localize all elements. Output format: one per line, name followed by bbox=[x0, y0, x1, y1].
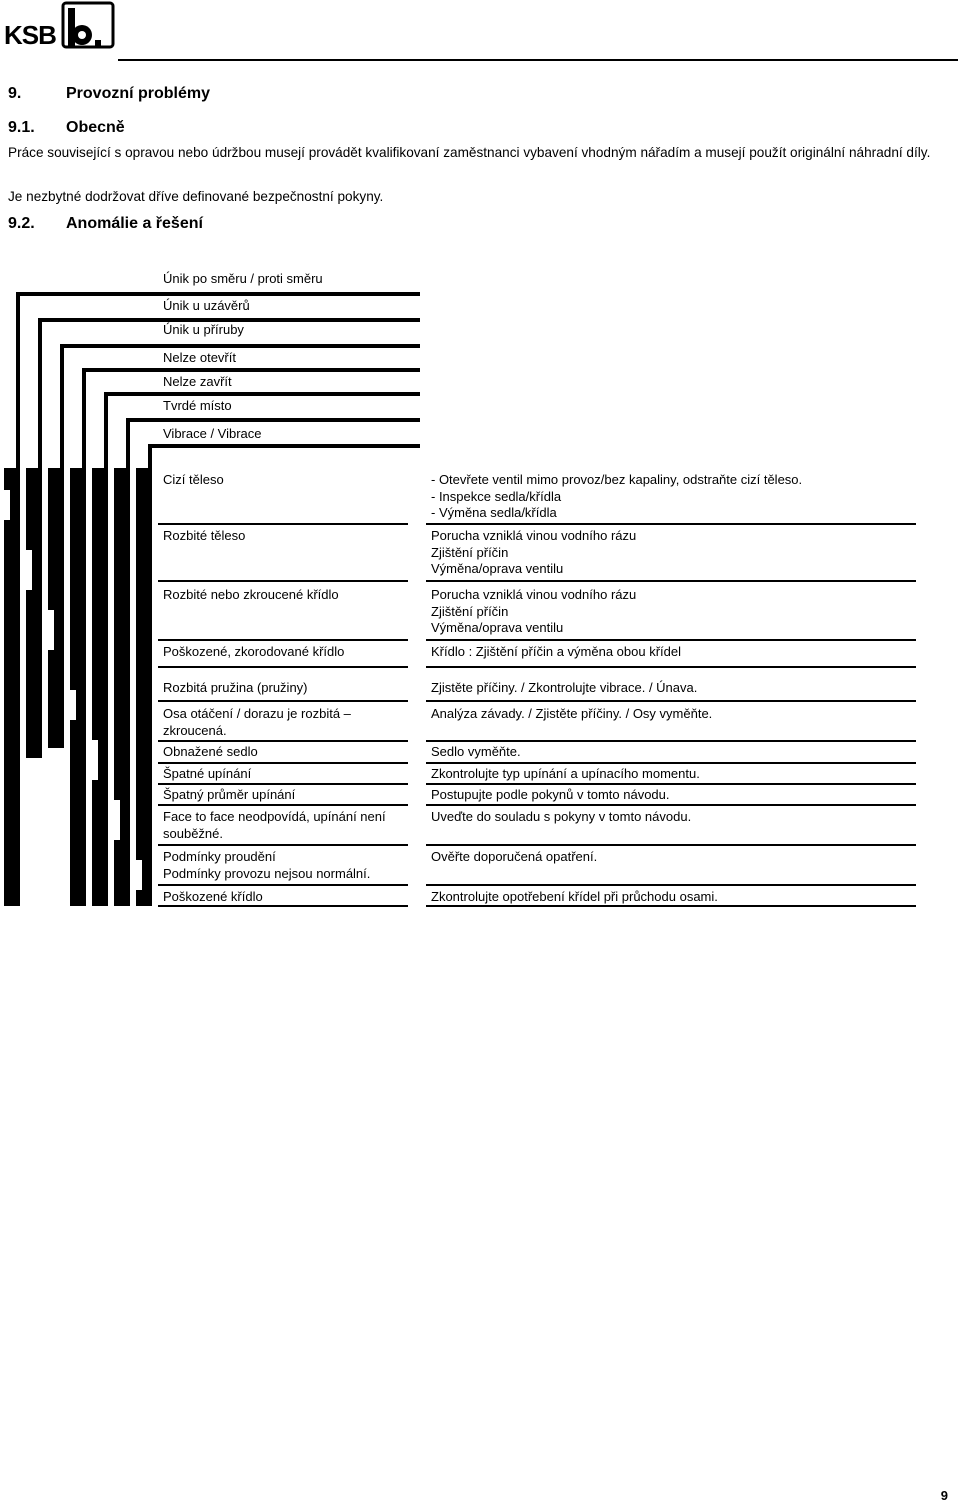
row-divider bbox=[158, 884, 408, 886]
row-divider bbox=[158, 905, 408, 907]
matrix-marker bbox=[92, 740, 98, 780]
remedy-cell: Zkontrolujte typ upínání a upínacího momentu. bbox=[431, 766, 700, 781]
header-line bbox=[60, 344, 64, 468]
cause-cell: Podmínky proudění Podmínky provozu nejsou normální. bbox=[163, 849, 371, 881]
matrix-marker bbox=[114, 800, 120, 840]
matrix-marker bbox=[136, 860, 142, 890]
problem-label-vibration: Vibrace / Vibrace bbox=[163, 426, 262, 441]
remedy-cell: Porucha vzniklá vinou vodního rázu Zjištění příčin Výměna/oprava ventilu bbox=[431, 587, 637, 635]
problem-label-cannot-open: Nelze otevřít bbox=[163, 350, 236, 365]
row-divider bbox=[158, 783, 408, 785]
remedy-cell: Porucha vzniklá vinou vodního rázu Zjištění příčin Výměna/oprava ventilu bbox=[431, 528, 637, 576]
row-divider bbox=[158, 580, 408, 582]
paragraph-qualified-staff: Práce související s opravou nebo údržbou musejí provádět kvalifikovaní zaměstnanci vybavení vhodným nářadím a musejí použít originální náhradní díly. bbox=[8, 145, 931, 160]
header-line bbox=[60, 344, 420, 348]
section-heading-9-2: 9.2. Anomálie a řešení bbox=[8, 215, 203, 232]
remedy-cell: Uveďte do souladu s pokyny v tomto návodu. bbox=[431, 809, 692, 824]
remedy-cell: - Otevřete ventil mimo provoz/bez kapaliny, odstraňte cizí těleso. - Inspekce sedla/křídla - Výměna sedla/křídla bbox=[431, 472, 803, 520]
matrix-marker bbox=[70, 690, 76, 720]
cause-cell: Špatné upínání bbox=[163, 766, 252, 781]
problem-label-leak-flange: Únik u příruby bbox=[163, 322, 244, 337]
remedy-cell: Postupujte podle pokynů v tomto návodu. bbox=[431, 787, 670, 802]
header-line bbox=[38, 318, 420, 322]
matrix-column bbox=[92, 468, 108, 906]
problem-label-hard-spot: Tvrdé místo bbox=[163, 398, 232, 413]
row-divider bbox=[158, 523, 408, 525]
cause-cell: Osa otáčení / dorazu je rozbitá – zkroucená. bbox=[163, 706, 351, 738]
header-line bbox=[126, 418, 420, 422]
problem-label-cannot-close: Nelze zavřít bbox=[163, 374, 232, 389]
row-divider bbox=[426, 700, 916, 702]
cause-cell: Cizí těleso bbox=[163, 472, 224, 487]
row-divider bbox=[158, 639, 408, 641]
matrix-marker bbox=[26, 550, 32, 590]
header-line bbox=[82, 368, 86, 468]
section-heading-9-1: 9.1. Obecně bbox=[8, 119, 125, 136]
header-line bbox=[16, 292, 420, 296]
remedy-cell: Zkontrolujte opotřebení křídel při průchodu osami. bbox=[431, 889, 718, 904]
row-divider bbox=[426, 580, 916, 582]
header-line bbox=[82, 368, 420, 372]
row-divider bbox=[426, 783, 916, 785]
cause-cell: Špatný průměr upínání bbox=[163, 787, 296, 802]
remedy-cell: Analýza závady. / Zjistěte příčiny. / Osy vyměňte. bbox=[431, 706, 713, 721]
matrix-marker bbox=[48, 610, 54, 650]
section-heading-9: 9. Provozní problémy bbox=[8, 85, 211, 102]
row-divider bbox=[158, 666, 408, 668]
row-divider bbox=[426, 639, 916, 641]
row-divider bbox=[426, 666, 916, 668]
remedy-cell: Zjistěte příčiny. / Zkontrolujte vibrace. / Únava. bbox=[431, 680, 698, 695]
page-number: 9 bbox=[940, 1488, 948, 1503]
ksb-logo-text: KSB bbox=[4, 20, 56, 50]
cause-cell: Rozbité nebo zkroucené křídlo bbox=[163, 587, 339, 602]
matrix-marker bbox=[4, 490, 10, 520]
remedy-cell: Křídlo : Zjištění příčin a výměna obou křídel bbox=[431, 644, 682, 659]
header-line bbox=[104, 392, 108, 468]
row-divider bbox=[426, 905, 916, 907]
row-divider bbox=[158, 844, 408, 846]
problem-label-leak-flow: Únik po směru / proti směru bbox=[163, 271, 323, 286]
header-rule bbox=[118, 59, 958, 61]
header-line bbox=[126, 418, 130, 468]
problem-label-leak-seal: Únik u uzávěrů bbox=[163, 298, 250, 313]
row-divider bbox=[426, 884, 916, 886]
ksb-logo-mark bbox=[60, 0, 116, 50]
cause-cell: Poškozené, zkorodované křídlo bbox=[163, 644, 345, 659]
matrix-column bbox=[48, 468, 64, 748]
matrix-column bbox=[70, 468, 86, 906]
cause-cell: Rozbitá pružina (pružiny) bbox=[163, 680, 308, 695]
row-divider bbox=[426, 762, 916, 764]
cause-cell: Rozbité těleso bbox=[163, 528, 246, 543]
remedy-cell: Sedlo vyměňte. bbox=[431, 744, 521, 759]
header-line bbox=[104, 392, 420, 396]
header-line bbox=[148, 444, 152, 468]
cause-cell: Face to face neodpovídá, upínání není souběžné. bbox=[163, 809, 386, 841]
row-divider bbox=[426, 523, 916, 525]
row-divider bbox=[426, 844, 916, 846]
row-divider bbox=[158, 740, 408, 742]
cause-cell: Obnažené sedlo bbox=[163, 744, 258, 759]
paragraph-safety: Je nezbytné dodržovat dříve definované bezpečnostní pokyny. bbox=[8, 189, 384, 204]
row-divider bbox=[426, 804, 916, 806]
matrix-column bbox=[4, 468, 20, 906]
row-divider bbox=[158, 700, 408, 702]
row-divider bbox=[426, 740, 916, 742]
cause-cell: Poškozené křídlo bbox=[163, 889, 263, 904]
matrix-column bbox=[26, 468, 42, 758]
header-line bbox=[16, 292, 20, 468]
matrix-column bbox=[114, 468, 130, 906]
row-divider bbox=[158, 762, 408, 764]
header-line bbox=[148, 444, 420, 448]
remedy-cell: Ověřte doporučená opatření. bbox=[431, 849, 598, 864]
row-divider bbox=[158, 804, 408, 806]
matrix-column bbox=[136, 468, 152, 906]
header-line bbox=[38, 318, 42, 468]
